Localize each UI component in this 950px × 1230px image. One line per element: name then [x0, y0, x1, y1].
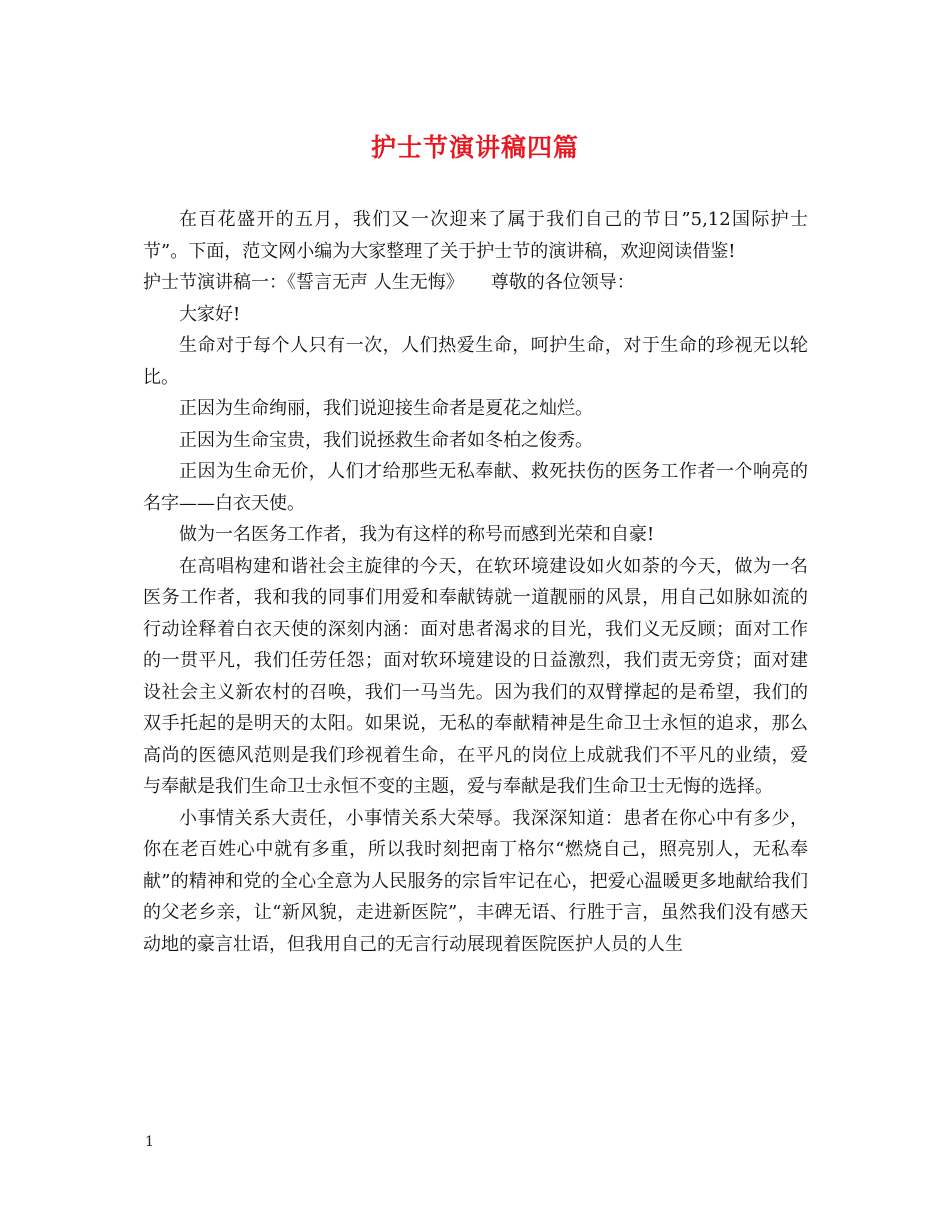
page-number: 1 — [145, 1134, 154, 1150]
document-body — [143, 204, 808, 960]
paragraph: 小事情关系大责任，小事情关系大荣辱。我深深知道：患者在你心中有多少，你在老百姓心中就有多重，所以我时刻把南丁格尔“燃烧自己，照亮别人，无私奉献”的精神和党的全心全意为人民服务的宗旨牢记在心，把爱心温暖更多地献给我们的父老乡亲，让“新风貌，走进新医院”，丰碑无语、行胜于言，虽然我们没有感天动地的豪言壮语，但我用自己的无言行动展现着医院医护人员的人生 — [143, 807, 808, 955]
paragraph: 正因为生命无价，人们才给那些无私奉献、救死扶伤的医务工作者一个响亮的名字——白衣天使。 — [143, 461, 808, 514]
paragraph: 正因为生命宝贵，我们说拯救生命者如冬柏之俊秀。 — [179, 429, 593, 451]
paragraph-intro: 在百花盛开的五月，我们又一次迎来了属于我们自己的节日”5,12国际护士节”。下面，范文网小编为大家整理了关于护士节的演讲稿，欢迎阅读借鉴! — [143, 209, 808, 262]
paragraph-greeting: 大家好! — [179, 303, 241, 325]
paragraph-speech-heading: 护士节演讲稿一：《誓言无声 人生无悔》 尊敬的各位领导： — [143, 272, 635, 293]
paragraph: 做为一名医务工作者，我为有这样的称号而感到光荣和自豪! — [179, 524, 655, 545]
paragraph: 生命对于每个人只有一次，人们热爱生命，呵护生命，对于生命的珍视无以轮比。 — [143, 335, 808, 388]
paragraph: 正因为生命绚丽，我们说迎接生命者是夏花之灿烂。 — [179, 398, 593, 419]
paragraph: 在高唱构建和谐社会主旋律的今天，在软环境建设如火如荼的今天，做为一名医务工作者，我和我的同事们用爱和奉献铸就一道靓丽的风景，用自己如脉如流的行动诠释着白衣天使的深刻内涵：面对患者渴求的目光，我们义无反顾；面对工作的一贯平凡，我们任劳任怨；面对软环境建设的日益激烈，我们责无旁贷；面对建设社会主义新农村的召唤，我们一马当先。因为我们的双臂撑起的是希望，我们的双手托起的是明天的太阳。如果说，无私的奉献精神是生命卫士永恒的追求，那么高尚的医德风范则是我们珍视着生命，在平凡的岗位上成就我们不平凡的业绩，爱与奉献是我们生命卫士永恒不变的主题，爱与奉献是我们生命卫士无悔的选择。 — [143, 555, 808, 797]
document-title: 护士节演讲稿四篇 — [370, 133, 579, 162]
